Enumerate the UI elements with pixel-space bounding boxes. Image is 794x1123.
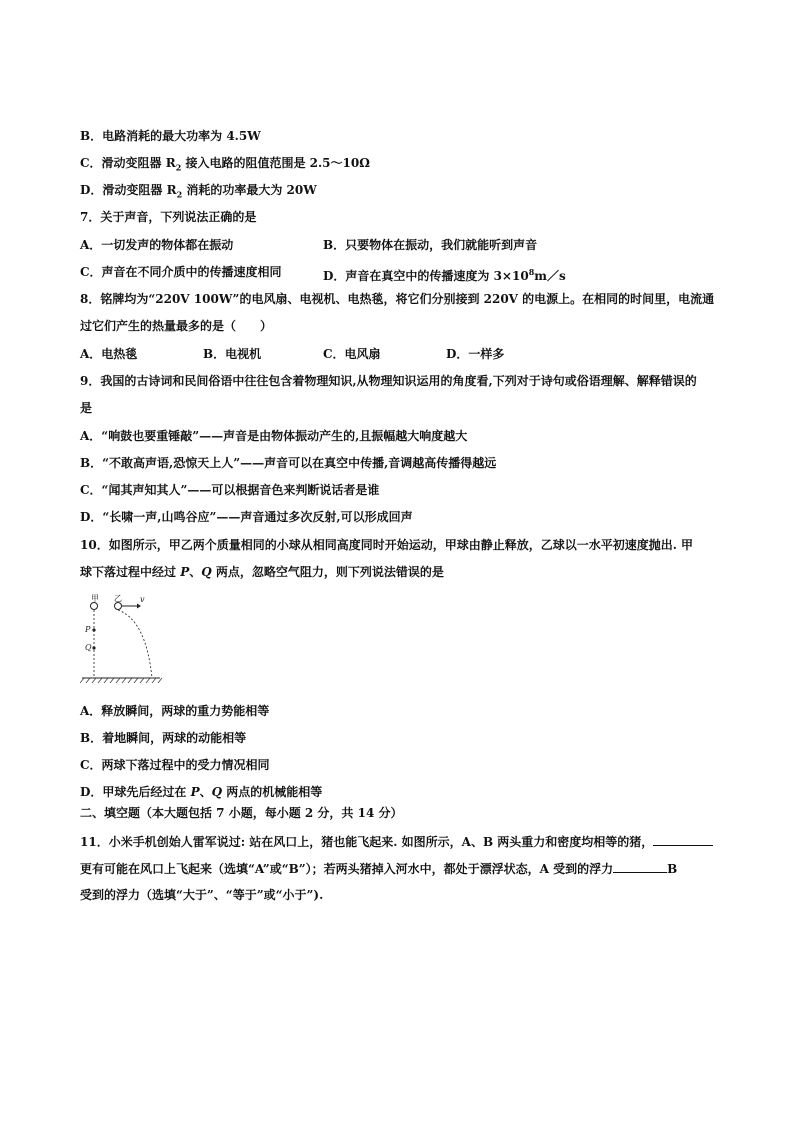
q7-stem: 7．关于声音，下列说法正确的是 — [80, 210, 257, 224]
q6-option-c: C．滑动变阻器 $R_2$ 接入电路的阻值范围是 2.5～10Ω — [80, 156, 370, 173]
ground-hatch — [80, 678, 162, 683]
q6-option-d: D．滑动变阻器 $R_2$ 消耗的功率最大为 20W — [80, 183, 317, 200]
label-v: v — [140, 595, 145, 604]
projectile-path-yi — [118, 610, 152, 678]
label-jia: 甲 — [91, 594, 99, 603]
section-2-title: 二、填空题（本大题包括 7 小题，每小题 2 分，共 14 分） — [80, 806, 403, 820]
q8-option-b: B．电视机 — [203, 347, 262, 361]
q11-blank-1[interactable] — [653, 833, 713, 846]
q9-option-b: B．“不敢高声语,恐惊天上人”——声音可以在真空中传播,音调越高传播得越远 — [80, 456, 497, 470]
q9-option-d: D．“长啸一声,山鸣谷应”——声音通过多次反射,可以形成回声 — [80, 510, 413, 524]
q9-stem-line-2: 是 — [80, 401, 93, 415]
q9-option-c: C．“闻其声知其人”——可以根据音色来判断说话者是谁 — [80, 483, 380, 497]
q7-option-b: B．只要物体在振动，我们就能听到声音 — [323, 238, 538, 252]
q7-option-d: D．声音在真空中的传播速度为 $3\times 10^8m/s$ — [323, 267, 566, 283]
label-yi: 乙 — [114, 594, 122, 603]
q8-option-c: C．电风扇 — [323, 347, 381, 361]
q6-option-b: B．电路消耗的最大功率为 4.5W — [80, 129, 261, 143]
ball-jia — [91, 603, 98, 610]
q8-stem-line-2: 过它们产生的热量最多的是（ ） — [80, 319, 273, 333]
q10-option-b: B．着地瞬间，两球的动能相等 — [80, 731, 247, 745]
q7-option-a: A．一切发声的物体都在振动 — [80, 238, 234, 252]
q10-option-c: C．两球下落过程中的受力情况相同 — [80, 758, 270, 772]
q9-stem-line-1: 9．我国的古诗词和民间俗语中往往包含着物理知识,从物理知识运用的角度看,下列对于诗句或俗语理解、解释错误的 — [80, 374, 697, 388]
q10-option-d: D．甲球先后经过在 P、Q 两点的机械能相等 — [80, 785, 323, 799]
q11-line-2: 更有可能在风口上飞起来（选填“A”或“B”）；若两头猪掉入河水中，都处于漂浮状态，A 受到的浮力 B — [80, 862, 678, 876]
q11-line-1: 11．小米手机创始人雷军说过: 站在风口上，猪也能飞起来. 如图所示，A、B 两头重力和密度均相等的猪， — [80, 833, 713, 850]
q8-option-a: A．电热毯 — [80, 347, 138, 361]
q11-line-3: 受到的浮力（选填“大于”、“等于”或“小于”). — [80, 888, 324, 902]
ball-yi — [115, 603, 122, 610]
q8-stem-line-1: 8．铭牌均为“220V 100W”的电风扇、电视机、电热毯，将它们分别接到 220V 的电源上。在相同的时间里，电流通 — [80, 292, 715, 306]
q10-stem-line-1: 10．如图所示，甲乙两个质量相同的小球从相同高度同时开始运动，甲球由静止释放，乙球以一水平初速度抛出. 甲 — [80, 538, 694, 552]
q9-option-a: A．“响鼓也要重锤敲”——声音是由物体振动产生的,且振幅越大响度越大 — [80, 429, 468, 443]
q8-option-d: D．一样多 — [446, 347, 505, 361]
label-q: Q — [85, 643, 92, 652]
q10-option-a: A．释放瞬间，两球的重力势能相等 — [80, 704, 270, 718]
q7-option-c: C．声音在不同介质中的传播速度相同 — [80, 265, 282, 279]
velocity-arrow-head — [137, 604, 141, 609]
point-p — [92, 628, 95, 631]
q10-stem-line-2: 球下落过程中经过 P、Q 两点，忽略空气阻力，则下列说法错误的是 — [80, 565, 444, 579]
label-p: P — [85, 625, 91, 634]
q11-blank-2[interactable] — [613, 860, 667, 873]
point-q — [92, 646, 95, 649]
q10-figure — [80, 590, 172, 688]
